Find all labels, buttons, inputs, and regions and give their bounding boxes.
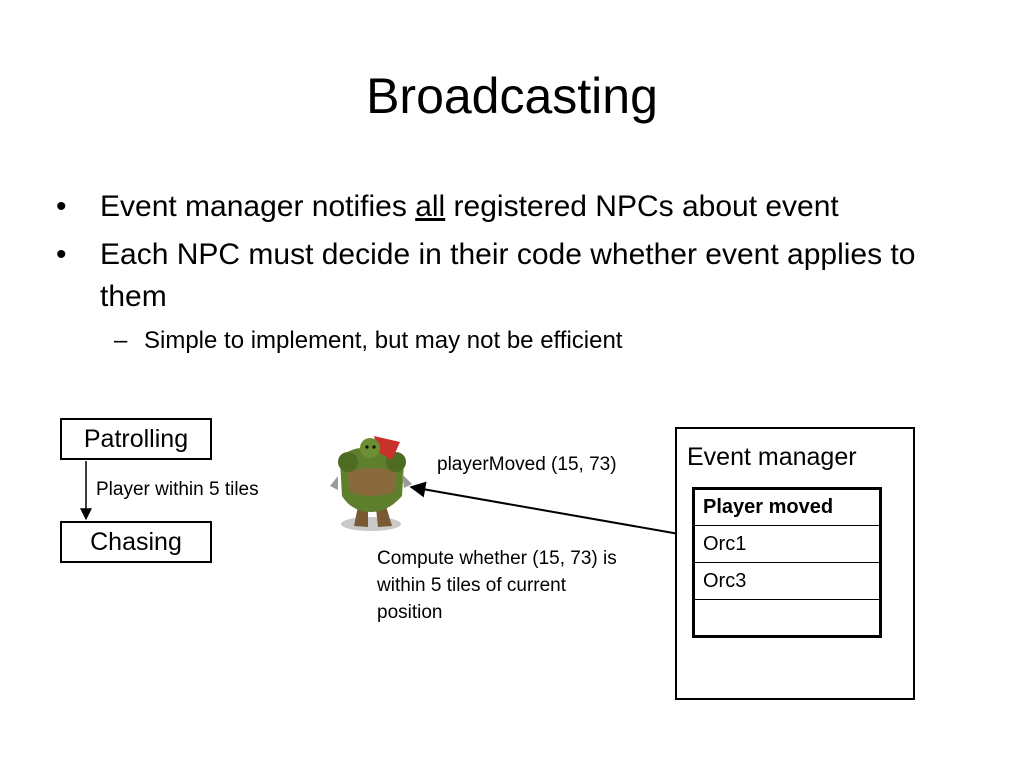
table-row <box>694 600 881 637</box>
table-row <box>694 563 881 600</box>
orc-warrior-icon <box>318 426 424 534</box>
slide-title: Broadcasting <box>366 68 658 124</box>
bullet-marker: • <box>56 238 67 271</box>
table-cell <box>694 600 881 637</box>
table-row <box>694 526 881 563</box>
state-patrolling: Patrolling <box>60 418 212 460</box>
registration-table <box>692 487 882 638</box>
npc-note: Compute whether (15, 73) is within 5 tiles of current position <box>377 548 617 623</box>
table-header-row <box>694 489 881 526</box>
table-header-cell: Player moved <box>694 489 881 526</box>
event-manager-title: Event manager <box>687 443 857 471</box>
bullet-marker: • <box>56 190 67 223</box>
table-cell: Orc3 <box>694 563 881 600</box>
table-cell: Orc1 <box>694 526 881 563</box>
bullet-text: Each NPC must decide in their code whether event applies to them <box>100 238 916 313</box>
bullet-emphasis: all <box>415 190 446 223</box>
event-manager-box <box>675 427 915 700</box>
state-chasing: Chasing <box>60 521 212 563</box>
transition-label: Player within 5 tiles <box>96 479 259 500</box>
event-label: playerMoved (15, 73) <box>437 454 617 475</box>
event-arrow <box>411 487 702 538</box>
bullet-text-before: Event manager notifies <box>100 190 416 223</box>
sub-bullet-text: Simple to implement, but may not be efficient <box>144 327 623 354</box>
sub-bullet-marker: – <box>114 327 128 354</box>
bullet-text-after: registered NPCs about event <box>445 190 839 223</box>
